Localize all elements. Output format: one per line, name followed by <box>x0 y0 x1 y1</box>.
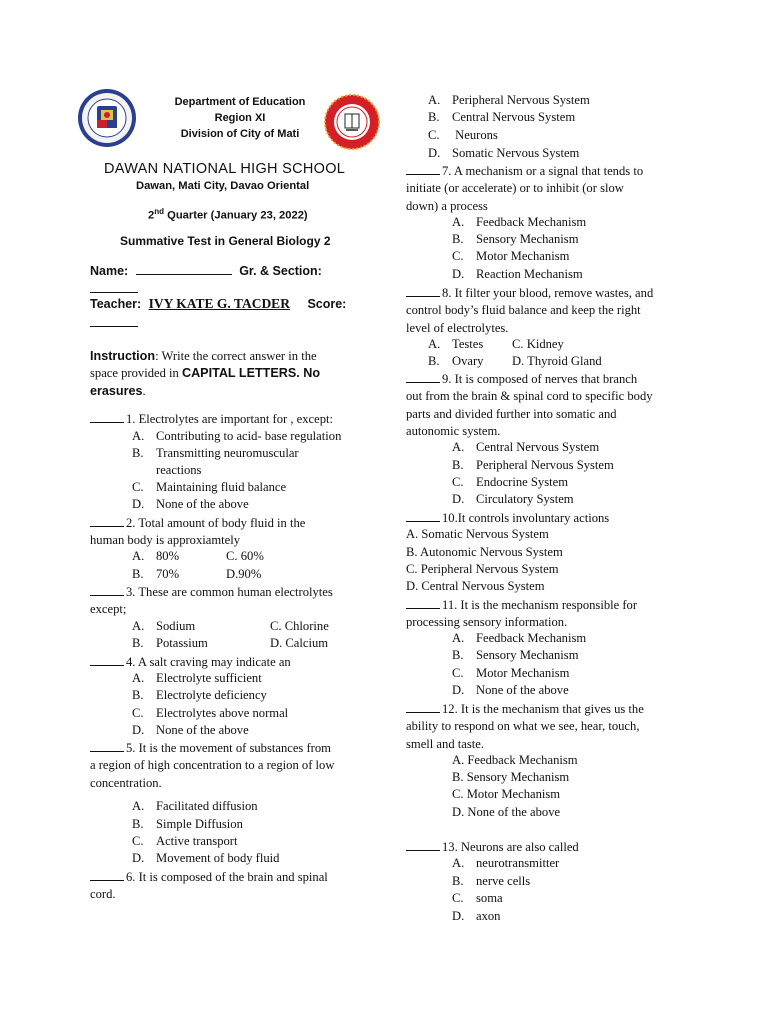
question-13: 13. Neurons are also called <box>406 838 688 856</box>
deped-seal-logo <box>77 88 137 148</box>
question-4: 4. A salt craving may indicate an <box>90 653 390 671</box>
option: D.90% <box>226 567 262 581</box>
answer-blank[interactable] <box>90 410 124 423</box>
option: A. neurotransmitter <box>452 856 560 870</box>
option: C. Endocrine System <box>452 475 568 489</box>
option: B. Ovary <box>428 354 484 368</box>
name-blank[interactable] <box>136 262 232 275</box>
test-title: Summative Test in General Biology 2 <box>120 234 331 248</box>
answer-blank[interactable] <box>90 868 124 881</box>
option: B. Simple Diffusion <box>132 817 243 831</box>
option: B. 70% <box>132 567 180 581</box>
answer-blank[interactable] <box>406 162 440 175</box>
region-name: Region XI <box>214 112 266 124</box>
option: B. Peripheral Nervous System <box>452 458 614 472</box>
question-5: 5. It is the movement of substances from a region of high concentration to a region of low concentration. <box>90 741 335 790</box>
answer-blank[interactable] <box>406 700 440 713</box>
option: A. Feedback Mechanism <box>452 215 587 229</box>
option: C. 60% <box>226 549 264 563</box>
option: D. Somatic Nervous System <box>428 146 580 160</box>
teacher-name: IVY KATE G. TACDER <box>148 296 290 311</box>
option: D. None of the above <box>132 723 249 737</box>
option: D. Calcium <box>270 636 329 650</box>
option: A. Facilitated diffusion <box>132 799 258 813</box>
option: C. Active transport <box>132 834 238 848</box>
question-1: 1. Electrolytes are important for , except: <box>90 410 390 428</box>
answer-blank[interactable] <box>406 509 440 522</box>
option: reactions <box>156 463 202 477</box>
option: A. Feedback Mechanism <box>452 631 587 645</box>
option: A. Peripheral Nervous System <box>428 93 590 107</box>
option: D. axon <box>452 909 501 923</box>
option: A. Contributing to acid- base regulation <box>132 429 342 443</box>
answer-blank[interactable] <box>406 596 440 609</box>
option: D. None of the above <box>452 683 569 697</box>
answer-blank[interactable] <box>90 514 124 527</box>
option: C. Chlorine <box>270 619 329 633</box>
question-2: 2. Total amount of body fluid in the human body is approxiamtely <box>90 516 306 548</box>
division-name: Division of City of Mati <box>180 128 300 140</box>
option: D. Circulatory System <box>452 492 574 506</box>
option: A. 80% <box>132 549 180 563</box>
option: A. Somatic Nervous System <box>406 527 549 541</box>
answer-blank[interactable] <box>406 838 440 851</box>
option: C. Peripheral Nervous System <box>406 562 559 576</box>
answer-blank[interactable] <box>90 653 124 666</box>
option: D. None of the above <box>452 805 561 819</box>
option: A. Testes <box>428 337 484 351</box>
option: C. Neurons <box>428 128 498 142</box>
option: B. Sensory Mechanism <box>452 648 579 662</box>
option: D. None of the above <box>132 497 249 511</box>
option: B. Sensory Mechanism <box>452 770 570 784</box>
school-name: DAWAN NATIONAL HIGH SCHOOL <box>104 161 346 177</box>
question-10: 10.It controls involuntary actions <box>406 509 688 527</box>
answer-blank[interactable] <box>90 583 124 596</box>
option: C. Motor Mechanism <box>452 249 570 263</box>
answer-blank[interactable] <box>406 370 440 383</box>
question-7: 7. A mechanism or a signal that tends to initiate (or accelerate) or to inhibit (or slow down) a process <box>406 164 644 213</box>
option: C. Motor Mechanism <box>452 787 561 801</box>
dept-name: Department of Education <box>174 96 306 108</box>
instruction: Instruction: Write the correct answer in the space provided in CAPITAL LETTERS. No erasures. <box>90 349 321 398</box>
option: B. Electrolyte deficiency <box>132 688 267 702</box>
question-8: 8. It filter your blood, remove wastes, and control body’s fluid balance and keep the right level of electrolytes. <box>406 286 654 335</box>
option: B. Transmitting neuromuscular <box>132 446 299 460</box>
option: A. Sodium <box>132 619 196 633</box>
teacher-row: Teacher: IVY KATE G. TACDER Score: <box>90 296 347 311</box>
question-6: 6. It is composed of the brain and spinal cord. <box>90 870 328 902</box>
school-address: Dawan, Mati City, Davao Oriental <box>136 180 310 192</box>
question-12: 12. It is the mechanism that gives us the ability to respond on what we see, hear, touch, smell and taste. <box>406 702 644 751</box>
question-11: 11. It is the mechanism responsible for processing sensory information. <box>406 598 638 630</box>
score-blank[interactable] <box>90 314 138 332</box>
name-row: Name: Gr. & Section: <box>90 264 322 278</box>
option: C. soma <box>452 891 503 905</box>
option: C. Motor Mechanism <box>452 666 570 680</box>
answer-blank[interactable] <box>406 284 440 297</box>
option: D. Thyroid Gland <box>512 354 602 368</box>
option: D. Reaction Mechanism <box>452 267 583 281</box>
answer-blank[interactable] <box>90 739 124 752</box>
option: B. Central Nervous System <box>428 110 576 124</box>
option: A. Central Nervous System <box>452 440 600 454</box>
option: B. Sensory Mechanism <box>452 232 579 246</box>
option: A. Feedback Mechanism <box>452 753 578 767</box>
option: B. nerve cells <box>452 874 531 888</box>
option: B. Autonomic Nervous System <box>406 545 563 559</box>
option: C. Kidney <box>512 337 564 351</box>
option: C. Electrolytes above normal <box>132 706 289 720</box>
option: A. Electrolyte sufficient <box>132 671 262 685</box>
quarter-date: 2nd Quarter (January 23, 2022) <box>148 207 308 222</box>
option: D. Central Nervous System <box>406 579 545 593</box>
option: B. Potassium <box>132 636 208 650</box>
question-9: 9. It is composed of nerves that branch out from the brain & spinal cord to specific body parts and divided further into somatic and autonomic system. <box>406 372 653 438</box>
question-3: 3. These are common human electrolytes except; <box>90 585 333 617</box>
option: D. Movement of body fluid <box>132 851 280 865</box>
option: C. Maintaining fluid balance <box>132 480 287 494</box>
